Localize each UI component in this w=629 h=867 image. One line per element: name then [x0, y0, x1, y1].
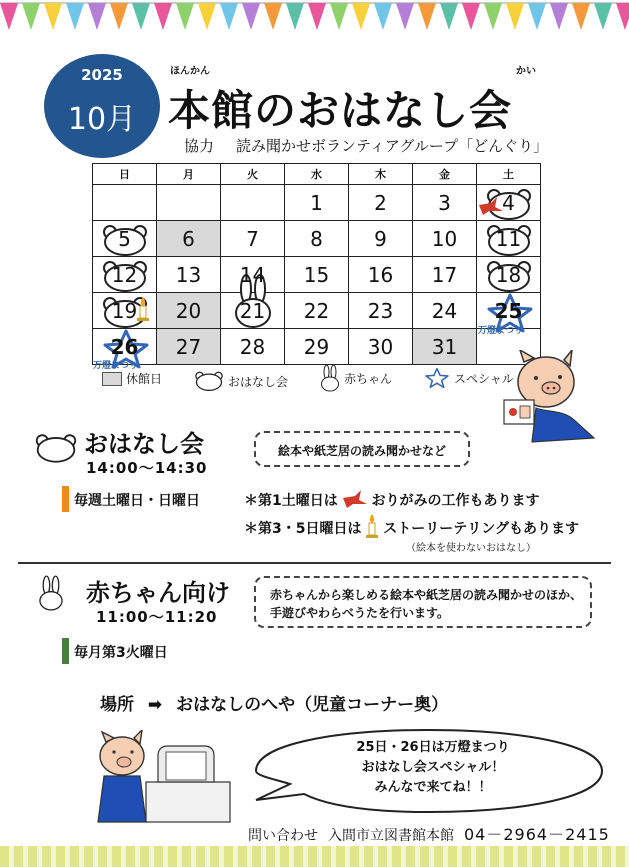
bunting-flag	[462, 3, 480, 30]
month-label: 10月	[67, 102, 137, 137]
calendar-day-13	[157, 257, 221, 293]
calendar-day-7	[221, 221, 285, 257]
legend-closed	[102, 370, 162, 387]
calendar-day-11	[477, 221, 541, 257]
bunting-flag	[528, 3, 546, 30]
calendar-day-number: 29	[303, 334, 330, 359]
year-label: 2025	[81, 66, 123, 84]
bunting-flag	[154, 3, 172, 30]
calendar-day-number: 20	[175, 298, 202, 323]
ruby-kai: かい	[516, 66, 536, 77]
calendar-header-row	[93, 164, 541, 185]
bunting-flag	[66, 3, 84, 30]
weekday-wed: 水	[285, 164, 349, 185]
calendar-day-number: 12	[111, 262, 138, 287]
star-icon	[424, 366, 450, 390]
calendar-day-23	[349, 293, 413, 329]
calendar-table	[92, 163, 541, 365]
calendar-day-number: 18	[495, 262, 522, 287]
note1-suffix: おりがみの工作もあります	[371, 493, 540, 509]
note2-prefix: ＊第3・5日曜日は	[244, 521, 362, 537]
legend-special-label: スペシャル	[454, 371, 514, 386]
calendar-empty-cell	[93, 185, 157, 221]
calendar-day-number: 14	[239, 262, 266, 287]
baby-title: 赤ちゃん向け	[86, 579, 230, 607]
bear-icon	[34, 432, 78, 464]
calendar-day-4	[477, 185, 541, 221]
contact-library: 入間市立図書館本館	[328, 828, 454, 844]
weekday-fri: 金	[413, 164, 477, 185]
storytime-time: 14:00〜14:30	[86, 459, 208, 477]
calendar-day-5	[93, 221, 157, 257]
calendar-day-6	[157, 221, 221, 257]
calendar-week-row	[93, 293, 541, 329]
calendar-day-number: 21	[239, 298, 266, 323]
bunting-flag	[88, 3, 106, 30]
calendar-week-row	[93, 257, 541, 293]
calendar-day-number: 8	[310, 226, 323, 251]
calendar-day-number: 6	[182, 226, 195, 251]
cooperation-group: 読み聞かせボランティアグループ「どんぐり」	[236, 137, 549, 155]
bunting-flag	[132, 3, 150, 30]
speech-line3: みんなで来てね！！	[374, 780, 492, 795]
calendar-week-row	[93, 221, 541, 257]
baby-schedule: 毎月第3火曜日	[62, 642, 168, 662]
calendar-week-row	[93, 185, 541, 221]
calendar-day-number: 26	[110, 334, 139, 359]
bunting-flag	[44, 3, 62, 30]
arrow-icon: ➡	[147, 695, 163, 715]
calendar-day-30	[349, 329, 413, 365]
calendar-day-number: 7	[246, 226, 259, 251]
weekday-thu: 木	[349, 164, 413, 185]
calendar-day-number: 30	[367, 334, 394, 359]
contact-phone: 04－2964－2415	[464, 825, 610, 844]
calendar-empty-cell	[157, 185, 221, 221]
calendar-empty-cell	[221, 185, 285, 221]
legend-baby-label: 赤ちゃん	[344, 371, 393, 386]
calendar-day-number: 9	[374, 226, 387, 251]
weekday-sun: 日	[93, 164, 157, 185]
place-value: おはなしのへや（児童コーナー奥）	[176, 695, 449, 715]
rabbit-icon	[320, 364, 340, 392]
calendar-day-number: 16	[367, 262, 394, 287]
rabbit-icon	[38, 574, 64, 612]
place-label: 場所	[100, 695, 134, 715]
storytime-schedule: 毎週土曜日・日曜日	[62, 490, 200, 510]
candle-icon	[137, 297, 149, 321]
calendar-day-15	[285, 257, 349, 293]
speech-line2: おはなし会スペシャル！	[361, 760, 505, 775]
bunting-flag	[264, 3, 282, 30]
bunting-flag	[0, 3, 18, 30]
calendar-day-number: 19	[111, 298, 138, 323]
baby-description-line1: 赤ちゃんから楽しめる絵本や紙芝居の読み聞かせのほか、	[270, 588, 583, 602]
calendar-day-number: 3	[438, 190, 451, 215]
calendar-day-22	[285, 293, 349, 329]
calendar-day-19	[93, 293, 157, 329]
contact-footer	[248, 822, 610, 845]
calendar-day-27	[157, 329, 221, 365]
calendar-day-2	[349, 185, 413, 221]
pig-kamishibai-illustration	[88, 730, 238, 826]
bunting-flag	[110, 3, 128, 30]
calendar-day-number: 10	[431, 226, 458, 251]
calendar-day-number: 31	[431, 334, 458, 359]
calendar-day-17	[413, 257, 477, 293]
bunting-flag	[352, 3, 370, 30]
page-title: 本館のおはなし会	[168, 86, 513, 135]
bunting-flag	[374, 3, 392, 30]
bunting-flag	[550, 3, 568, 30]
legend-baby	[320, 364, 392, 392]
calendar-day-1	[285, 185, 349, 221]
bunting-flag	[396, 3, 414, 30]
closed-swatch	[102, 372, 122, 386]
note1-prefix: ＊第1土曜日は	[244, 493, 338, 509]
cooperation-label: 協力	[184, 137, 215, 155]
calendar-day-29	[285, 329, 349, 365]
calendar-day-21	[221, 293, 285, 329]
ruby-honkan: ほんかん	[170, 66, 210, 77]
storytime-description-box	[254, 431, 470, 467]
legend-storytime-label: おはなし会	[228, 374, 289, 389]
bunting-flag	[440, 3, 458, 30]
bunting-flag	[286, 3, 304, 30]
calendar-day-number: 1	[310, 190, 323, 215]
calendar-day-number: 23	[367, 298, 394, 323]
calendar-day-20	[157, 293, 221, 329]
calendar-day-number: 25	[494, 298, 523, 323]
calendar-day-number: 17	[431, 262, 458, 287]
baby-time: 11:00〜11:20	[96, 608, 218, 626]
calendar-day-number: 22	[303, 298, 330, 323]
bunting-banner	[0, 0, 629, 36]
contact-label: 問い合わせ	[248, 828, 318, 844]
bunting-flag	[572, 3, 590, 30]
calendar-day-number: 4	[502, 190, 515, 215]
special-label-25: 万燈まつり	[478, 326, 524, 336]
calendar-day-8	[285, 221, 349, 257]
bunting-flag	[242, 3, 260, 30]
bear-icon	[194, 370, 224, 392]
storytime-note-1	[244, 490, 540, 510]
weekday-sat: 土	[477, 164, 541, 185]
baby-description-line2: 手遊びやわらべうたを行います。	[270, 606, 450, 620]
calendar-day-9	[349, 221, 413, 257]
bunting-flag	[176, 3, 194, 30]
calendar-day-number: 5	[118, 226, 131, 251]
bunting-flag	[418, 3, 436, 30]
calendar-day-16	[349, 257, 413, 293]
candle-icon	[366, 514, 378, 538]
storytime-note-2-sub: （絵本を使わないおはなし）	[406, 543, 536, 554]
calendar-day-12	[93, 257, 157, 293]
bunting-flag	[198, 3, 216, 30]
calendar-day-number: 15	[303, 262, 330, 287]
bunting-flag	[308, 3, 326, 30]
calendar-day-number: 27	[175, 334, 202, 359]
month-badge	[44, 54, 160, 158]
calendar-day-3	[413, 185, 477, 221]
calendar-day-number: 13	[175, 262, 202, 287]
bunting-flag	[22, 3, 40, 30]
bunting-flag	[484, 3, 502, 30]
calendar-week-row	[93, 329, 541, 365]
weekday-mon: 月	[157, 164, 221, 185]
bunting-flag	[506, 3, 524, 30]
bunting-flag	[616, 3, 629, 30]
storytime-title: おはなし会	[84, 430, 204, 458]
note2-suffix: ストーリーテリングもあります	[383, 521, 579, 537]
bunting-flag	[594, 3, 612, 30]
bunting-flag	[220, 3, 238, 30]
speech-line1: 25日・26日は万燈まつり	[356, 740, 510, 755]
storytime-description: 絵本や紙芝居の読み聞かせなど	[278, 444, 447, 458]
calendar-day-number: 24	[431, 298, 458, 323]
origami-crane-icon	[343, 490, 367, 508]
calendar-day-18	[477, 257, 541, 293]
calendar-day-10	[413, 221, 477, 257]
cooperation-line	[184, 135, 548, 156]
calendar-day-28	[221, 329, 285, 365]
bunting-flag	[330, 3, 348, 30]
calendar-day-31	[413, 329, 477, 365]
origami-crane-icon	[479, 197, 503, 215]
calendar-day-number: 11	[495, 226, 522, 251]
legend-storytime	[194, 370, 288, 392]
legend-closed-label: 休館日	[126, 372, 163, 386]
section-divider	[18, 562, 611, 564]
place-line	[100, 690, 448, 715]
pig-reading-illustration	[496, 350, 606, 450]
calendar-day-number: 28	[239, 334, 266, 359]
weekday-tue: 火	[221, 164, 285, 185]
storytime-note-2	[244, 514, 579, 538]
bottom-stripe	[0, 846, 629, 867]
calendar-day-number: 2	[374, 190, 387, 215]
calendar-day-24	[413, 293, 477, 329]
speech-text	[318, 738, 548, 798]
baby-description-box	[254, 576, 592, 628]
special-label-26: 万燈まつり	[93, 361, 139, 371]
